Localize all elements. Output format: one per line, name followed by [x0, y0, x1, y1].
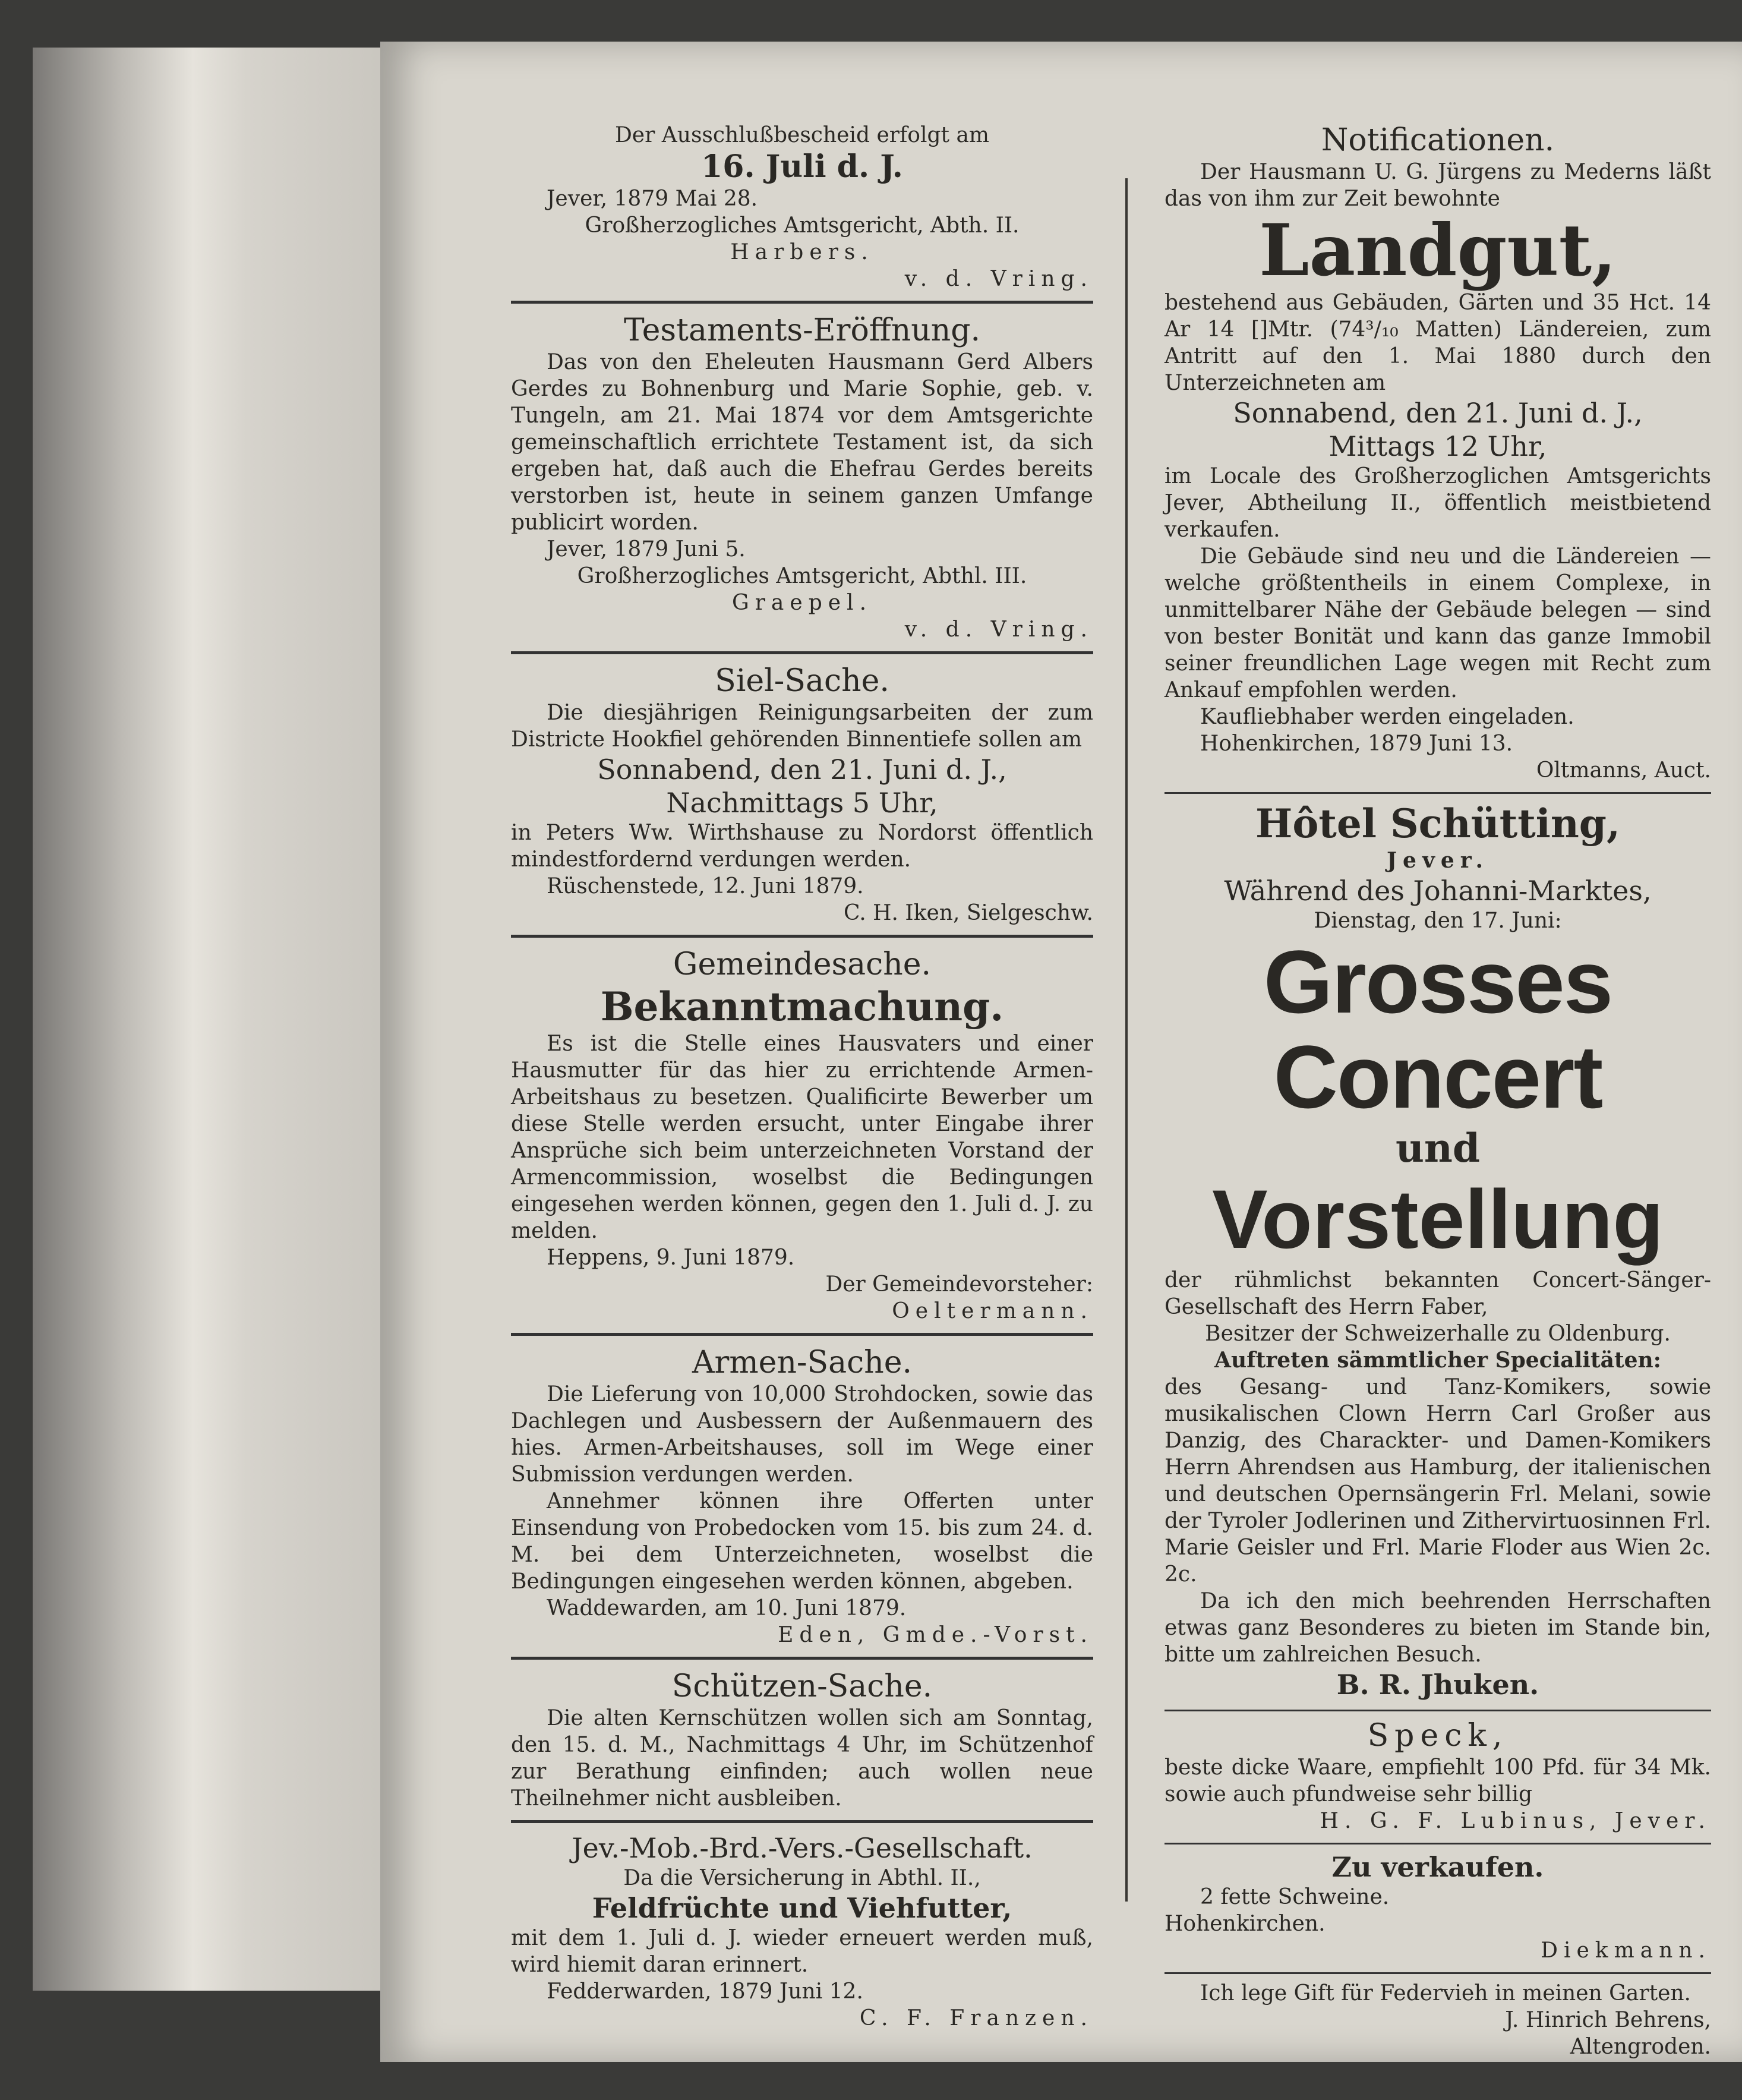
body: Es ist die Stelle eines Hausvaters und einer Hausmutter für das hier zu errichtende Armen-Arbeitshaus zu besetzen. Qualificirte Bewerber um diese Stelle werden ersucht, unter Eingabe ihrer Ansprüche sich beim unterzeichneten Vorstand der Armencommission, woselbst die Bedingungen eingesehen werden können, gegen den 1. Juli d. J. zu melden.: [511, 1032, 1093, 1243]
big-heading: Landgut,: [1259, 209, 1617, 292]
date-heading: Sonnabend, den 21. Juni d. J.,: [597, 753, 1007, 786]
column-divider: [1125, 178, 1128, 1902]
body: im Locale des Großherzoglichen Amtsgerichts Jever, Abtheilung II., öffentlich meistbietend verkaufen.: [1165, 464, 1711, 542]
body: Das von den Eheleuten Hausmann Gerd Albers Gerdes zu Bohnenburg und Marie Sophie, geb. v. Tungeln, am 21. Mai 1874 vor dem Amtsgerichte gemeinschaftlich errichtete Testament ist, da sich ergeben hat, daß auch die Ehefrau Gerdes bereits verstorben ist, heute in seinem ganzen Umfange publicirt worden.: [511, 350, 1093, 535]
heading: Gemeindesache.: [673, 947, 932, 982]
heading: Schützen-Sache.: [671, 1669, 933, 1704]
notice-siel: [511, 663, 1093, 926]
heading: Notificationen.: [1321, 122, 1555, 158]
right-column: [1165, 122, 1711, 2069]
rule: [511, 1657, 1093, 1660]
signature: v. d. Vring.: [904, 267, 1093, 291]
body: Die Gebäude sind neu und die Ländereien — welche größtentheils in einem Complexe, in unmittelbarer Nähe der Gebäude belegen — sind von bester Bonität und kann das ganze Immobil seiner freundlichen Lage wegen mit Recht zum Ankauf empfohlen werden.: [1165, 544, 1711, 702]
notice-armen: [511, 1344, 1093, 1648]
notice-gemeinde: [511, 946, 1093, 1325]
signature: C. H. Iken, Sielgeschw.: [844, 901, 1093, 925]
body: Die alten Kernschützen wollen sich am Sonntag, den 15. d. M., Nachmittags 4 Uhr, im Schützenhof zur Berathung einfinden; auch wollen neue Theilnehmer nicht ausbleiben.: [511, 1706, 1093, 1811]
signature: Diekmann.: [1541, 1938, 1711, 1963]
signature: Oeltermann.: [892, 1299, 1093, 1323]
time-heading: Mittags 12 Uhr,: [1328, 430, 1547, 462]
notice-testament: [511, 312, 1093, 643]
notice-landgut: [1165, 122, 1711, 784]
subheading: Während des Johanni-Marktes,: [1224, 875, 1652, 907]
rule: [511, 651, 1093, 654]
date: Jever, 1879 Juni 5.: [547, 537, 746, 562]
body: mit dem 1. Juli d. J. wieder erneuert werden muß, wird hiemit daran erinnert.: [511, 1926, 1093, 1977]
notice-gift: [1165, 1980, 1711, 2060]
book-page-edges: [33, 48, 389, 1991]
body: Besitzer der Schweizerhalle zu Oldenburg.: [1205, 1322, 1671, 1346]
big-heading: Vorstellung: [1212, 1172, 1664, 1266]
body: in Peters Ww. Wirthshause zu Nordorst öffentlich mindestfordernd verdungen werden.: [511, 821, 1093, 872]
big-heading: Grosses Concert: [1263, 932, 1612, 1127]
signature: Graepel.: [731, 591, 873, 615]
date-heading: Sonnabend, den 21. Juni d. J.,: [1233, 397, 1643, 429]
role: Der Gemeindevorsteher:: [825, 1272, 1093, 1297]
rule: [1165, 1710, 1711, 1711]
place: Hohenkirchen.: [1165, 1912, 1326, 1936]
heading: Siel-Sache.: [715, 663, 889, 699]
signature: B. R. Jhuken.: [1336, 1669, 1539, 1701]
signature: H. G. F. Lubinus, Jever.: [1320, 1809, 1711, 1833]
heading: Testaments-Eröffnung.: [623, 313, 981, 348]
bold-line: Auftreten sämmtlicher Specialitäten:: [1214, 1348, 1661, 1373]
rule: [511, 1820, 1093, 1823]
heading: Zu verkaufen.: [1331, 1851, 1544, 1883]
time-heading: Nachmittags 5 Uhr,: [666, 787, 938, 819]
body: Annehmer können ihre Offerten unter Einsendung von Probedocken vom 15. bis zum 24. d. M. bei dem Unterzeichneten, woselbst die Bedingungen eingesehen werden können, abgeben.: [511, 1489, 1093, 1594]
notice-versicherung: [511, 1831, 1093, 2032]
place: Altengroden.: [1570, 2035, 1711, 2059]
heading: Armen-Sache.: [692, 1345, 913, 1380]
body: Ich lege Gift für Federvieh in meinen Garten.: [1200, 1981, 1691, 2006]
rule: [511, 1333, 1093, 1336]
date-heading: 16. Juli d. J.: [701, 149, 903, 185]
signature: Oltmanns, Auct.: [1536, 758, 1711, 783]
bold-line: Feldfrüchte und Viehfutter,: [592, 1892, 1012, 1924]
rule: [511, 935, 1093, 938]
body: Kaufliebhaber werden eingeladen.: [1200, 705, 1574, 729]
heading: Jev.-Mob.-Brd.-Vers.-Gesellschaft.: [572, 1832, 1033, 1864]
notice-verkaufen: [1165, 1850, 1711, 1964]
notice-schuetzen: [511, 1668, 1093, 1812]
rule: [1165, 1843, 1711, 1844]
court: Großherzogliches Amtsgericht, Abthl. III.: [577, 564, 1027, 588]
signature: v. d. Vring.: [904, 617, 1093, 642]
court: Großherzogliches Amtsgericht, Abth. II.: [585, 213, 1020, 238]
place: Jever.: [1387, 848, 1489, 873]
date: Hohenkirchen, 1879 Juni 13.: [1200, 731, 1513, 756]
signature: C. F. Franzen.: [859, 2006, 1093, 2030]
subheading: Bekanntmachung.: [600, 983, 1004, 1030]
date: Waddewarden, am 10. Juni 1879.: [547, 1596, 907, 1620]
left-column: [511, 122, 1093, 2040]
body: 2 fette Schweine.: [1200, 1885, 1390, 1909]
date: Heppens, 9. Juni 1879.: [547, 1246, 795, 1270]
signature: J. Hinrich Behrens,: [1505, 2008, 1711, 2032]
body: bestehend aus Gebäuden, Gärten und 35 Hct. 14 Ar 14 []Mtr. (74³/₁₀ Matten) Ländereien, zum Antritt auf den 1. Mai 1880 durch den Unterzeichneten am: [1165, 291, 1711, 395]
text: Jever, 1879 Mai 28.: [547, 187, 758, 211]
body: Da die Versicherung in Abthl. II.,: [623, 1866, 981, 1890]
notice-speck: [1165, 1717, 1711, 1834]
heading: Hôtel Schütting,: [1255, 800, 1620, 847]
notice-hotel: [1165, 800, 1711, 1701]
rule: [1165, 1972, 1711, 1974]
signature: Harbers.: [730, 240, 874, 264]
rule: [1165, 792, 1711, 794]
body: Die diesjährigen Reinigungsarbeiten der zum Districte Hookfiel gehörenden Binnentiefe sollen am: [511, 701, 1093, 752]
date: Fedderwarden, 1879 Juni 12.: [547, 1979, 863, 2004]
heading: Speck,: [1367, 1718, 1509, 1754]
body: Die Lieferung von 10,000 Strohdocken, sowie das Dachlegen und Ausbessern der Außenmauern des hies. Armen-Arbeitshauses, soll im Wege einer Submission verdungen werden.: [511, 1382, 1093, 1487]
body: Der Hausmann U. G. Jürgens zu Mederns läßt das von ihm zur Zeit bewohnte: [1165, 160, 1711, 211]
notice-ausschluss: [511, 122, 1093, 292]
body: des Gesang- und Tanz-Komikers, sowie musikalischen Clown Herrn Carl Großer aus Danzig, des Charackter- und Damen-Komikers Herrn Ahrendsen aus Hamburg, der italienischen und deutschen Opernsängerin Frl. Melani, sowie der Tyroler Jodlerinen und Zithervirtuosinnen Frl. Marie Geisler und Frl. Marie Floder aus Wien 2c. 2c.: [1165, 1375, 1711, 1587]
signature: Eden, Gmde.-Vorst.: [778, 1623, 1093, 1647]
rule: [511, 301, 1093, 304]
text: Der Ausschlußbescheid erfolgt am: [614, 123, 990, 147]
body: beste dicke Waare, empfiehlt 100 Pfd. für 34 Mk. sowie auch pfundweise sehr billig: [1165, 1755, 1711, 1806]
date: Dienstag, den 17. Juni:: [1314, 909, 1562, 933]
date: Rüschenstede, 12. Juni 1879.: [547, 874, 864, 898]
conjunction: und: [1395, 1125, 1481, 1171]
body: der rühmlichst bekannten Concert-Sänger-Gesellschaft des Herrn Faber,: [1165, 1268, 1711, 1319]
body: Da ich den mich beehrenden Herrschaften etwas ganz Besonderes zu bieten im Stande bin, bitte um zahlreichen Besuch.: [1165, 1589, 1711, 1667]
